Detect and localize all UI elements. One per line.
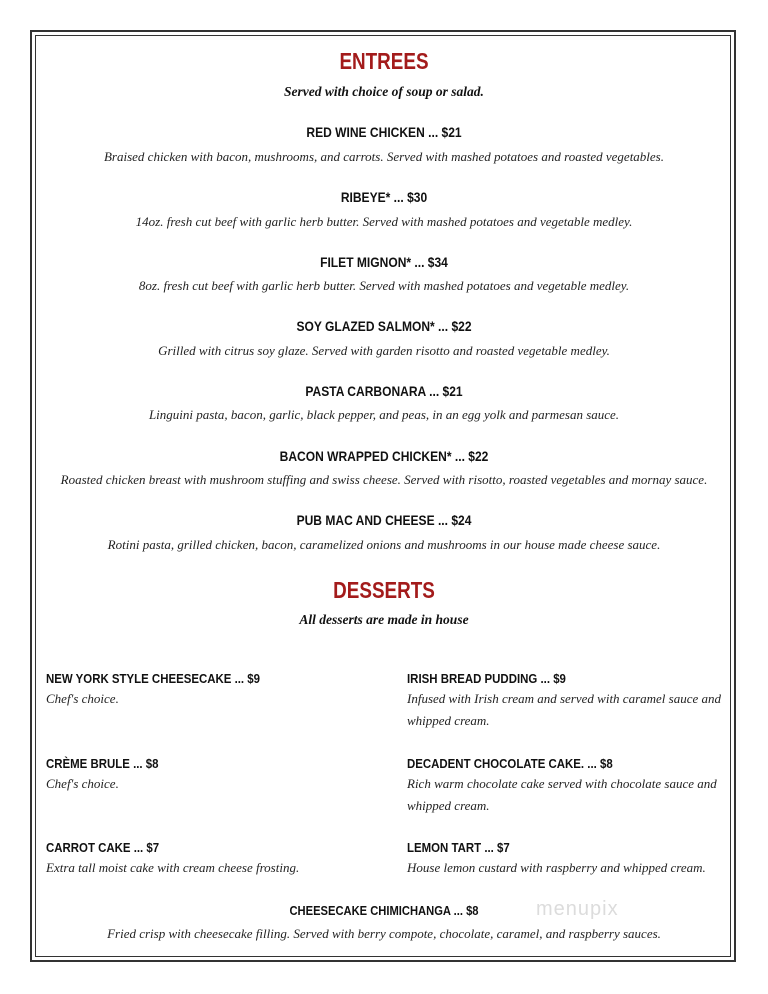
entrees-subtitle: Served with choice of soup or salad. xyxy=(284,84,484,99)
dessert-item xyxy=(46,840,366,879)
dessert-item xyxy=(46,756,366,795)
dessert-desc: Chef's choice. xyxy=(46,691,119,706)
entree-desc: Rotini pasta, grilled chicken, bacon, caramelized onions and mushrooms in our house made cheese sauce. xyxy=(107,537,661,552)
dessert-desc: Rich warm chocolate cake served with chocolate sauce and whipped cream. xyxy=(407,776,717,813)
dessert-item xyxy=(46,671,366,710)
dessert-name: IRISH BREAD PUDDING ... $9 xyxy=(407,671,566,686)
dessert-name: CRÈME BRULE ... $8 xyxy=(46,756,159,771)
entree-desc: Roasted chicken breast with mushroom stuffing and swiss cheese. Served with risotto, roasted vegetables and mornay sauce. xyxy=(60,472,708,487)
entrees-title: ENTREES xyxy=(339,48,429,74)
entree-desc: Grilled with citrus soy glaze. Served with garden risotto and roasted vegetable medley. xyxy=(158,343,610,358)
dessert-desc: Chef's choice. xyxy=(46,776,119,791)
entree-name: FILET MIGNON* ... $34 xyxy=(320,254,448,270)
entree-name: RIBEYE* ... $30 xyxy=(340,189,428,205)
entree-name: PUB MAC AND CHEESE ... $24 xyxy=(296,512,472,528)
dessert-bottom-desc: Fried crisp with cheesecake filling. Served with berry compote, chocolate, caramel, and raspberry sauces. xyxy=(107,926,661,941)
entree-name: SOY GLAZED SALMON* ... $22 xyxy=(296,318,472,334)
desserts-subtitle: All desserts are made in house xyxy=(299,612,469,627)
dessert-name: LEMON TART ... $7 xyxy=(407,840,510,855)
menu-border-inner xyxy=(35,35,731,957)
dessert-item xyxy=(407,671,727,732)
entree-desc: 14oz. fresh cut beef with garlic herb butter. Served with mashed potatoes and vegetable medley. xyxy=(135,214,633,229)
menupix-watermark: menupix xyxy=(536,898,619,920)
dessert-name: DECADENT CHOCOLATE CAKE. ... $8 xyxy=(407,756,613,771)
dessert-name: CARROT CAKE ... $7 xyxy=(46,840,160,855)
entree-name: RED WINE CHICKEN ... $21 xyxy=(306,124,462,140)
dessert-desc: Extra tall moist cake with cream cheese frosting. xyxy=(46,860,300,875)
dessert-desc: House lemon custard with raspberry and whipped cream. xyxy=(407,860,706,875)
dessert-desc: Infused with Irish cream and served with caramel sauce and whipped cream. xyxy=(407,691,721,728)
entree-desc: 8oz. fresh cut beef with garlic herb butter. Served with mashed potatoes and vegetable medley. xyxy=(138,278,630,293)
menu-border xyxy=(30,30,736,962)
dessert-bottom-name: CHEESECAKE CHIMICHANGA ... $8 xyxy=(289,903,479,918)
entree-name: PASTA CARBONARA ... $21 xyxy=(305,383,463,399)
entree-name: BACON WRAPPED CHICKEN* ... $22 xyxy=(279,448,489,464)
dessert-item xyxy=(407,756,727,817)
entree-desc: Linguini pasta, bacon, garlic, black pepper, and peas, in an egg yolk and parmesan sauce. xyxy=(148,407,620,422)
dessert-item xyxy=(407,840,727,879)
desserts-title: DESSERTS xyxy=(333,577,435,603)
dessert-name: NEW YORK STYLE CHEESECAKE ... $9 xyxy=(46,671,261,686)
entree-desc: Braised chicken with bacon, mushrooms, and carrots. Served with mashed potatoes and roasted vegetables. xyxy=(103,149,664,164)
